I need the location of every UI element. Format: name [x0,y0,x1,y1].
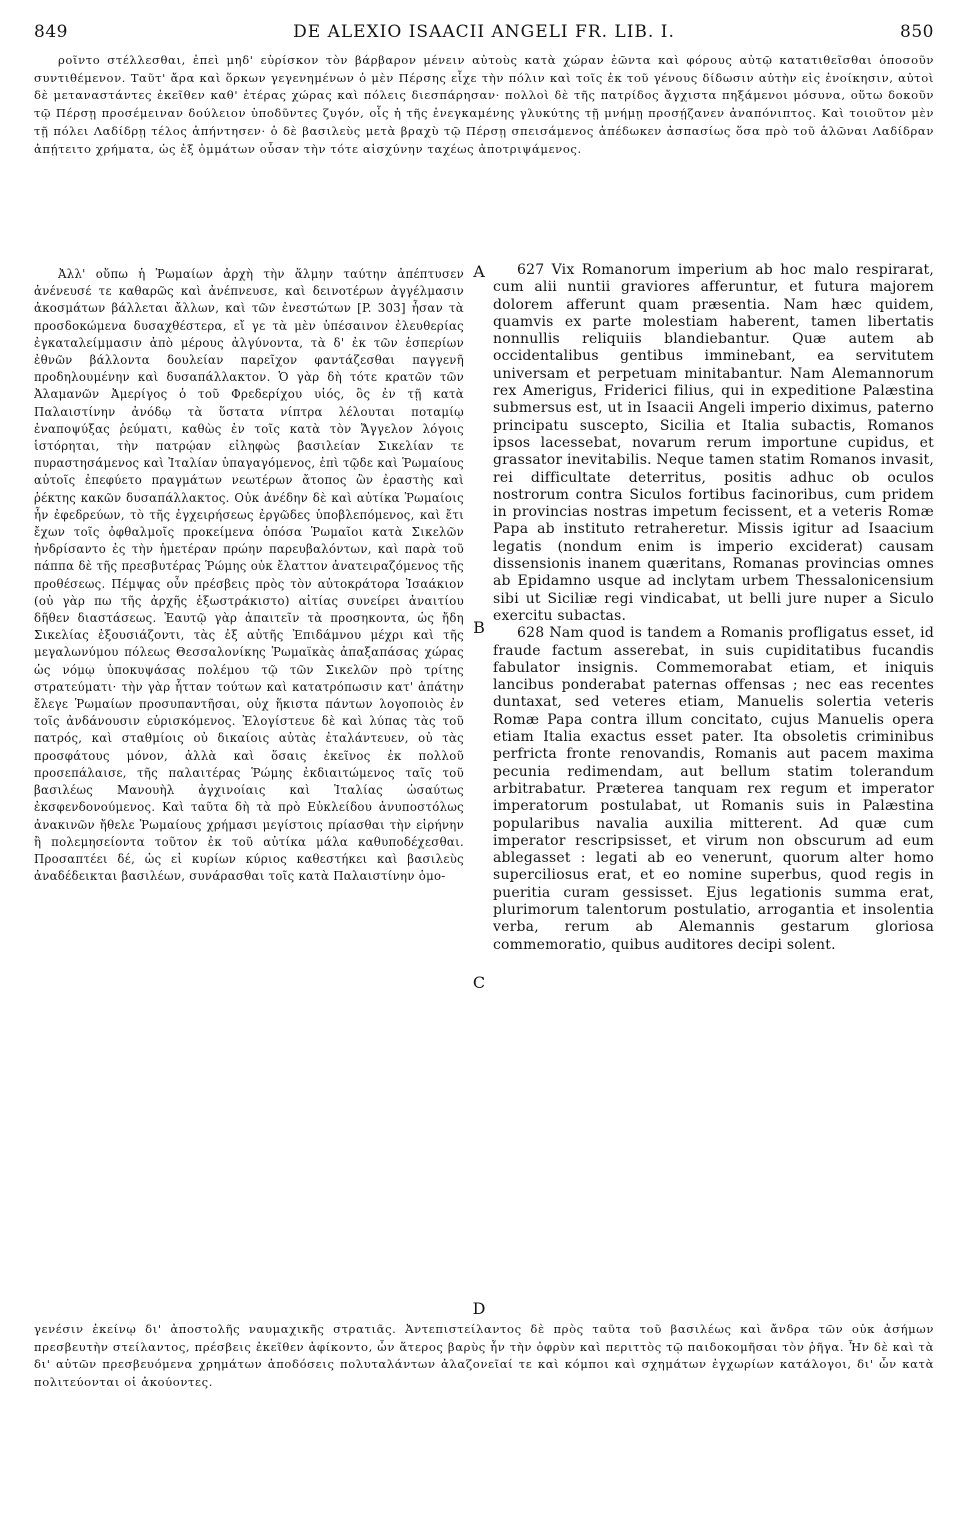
section-letter-c: C [472,973,486,992]
greek-column [34,266,464,885]
section-letter-b: B [473,618,485,637]
greek-text-top [34,52,934,158]
page-number-left: 849 [34,22,68,42]
latin-column [493,262,934,954]
section-letter-d: D [472,1299,486,1318]
section-letter-a: A [473,262,485,281]
latin-paragraph-628: 628 Nam quod is tandem a Romanis profligatus esset, id fraude factum asserebat, in suis cupiditatibus fucandis fabulator insignis. Commemorabat etiam, et iniquis lancibus ponderabat paternas offensas ; nec eas recentes duntaxat, sed veteres etiam, Manuelis solertia veteris Romæ Papa contra illum concitato, cujus Manuelis opera etiam Italia exactus esset pater. Ita obsoletis criminibus perfricta fronte renovandis, Romanis aut pacem maxima pecunia redimendam, aut bellum statim tolerandum arbitrabatur. Præterea tanquam rex regum et imperator imperatorum postulabat, ut Romanis suis in Palæstina popularibus navalia auxilia mitterent. Ad quæ cum imperator rescripsisset, et virum non obscurum ad eum ablegasset : legati ab eo venerunt, quorum alter homo superciliosus erat, et eo nomine superbus, quod regis in pueritia curam gessisset. Ejus legationis summa erat, plurimorum talentorum postulatio, arrogantia et insolentia verba, rerum ab Alemannis gestarum gloriosa commemoratio, quibus auditores decipi solent. [493,625,934,953]
latin-paragraph-627: 627 Vix Romanorum imperium ab hoc malo respirarat, cum alii nuntii graviores afferuntur, et futura majorem dolorem afferunt quam præsentia. Nam hæc quidem, quamvis ex parte molestiam haberent, tamen libertatis nonnullis reliquiis blandiebantur. Quæ autem ab occidentalibus gentibus imminebant, ea servitutem universam et perpetuam minitabantur. Nam Alemannorum rex Amerigus, Friderici filius, qui in expeditione Palæstina submersus est, ut in Isaacii Angeli imperio diximus, paterno principatu suscepto, Sicilia et Italia subactis, Romanos ipsos lacessebat, novarum rerum importune cupidus, et grassator inevitabilis. Neque tamen statim Romanos invasit, rei difficultate deterritus, positis adhuc ob oculos nostrorum contra Siculos fortibus facinoribus, cum pridem in provincias nostras impetum fecissent, et a veteris Romæ Papa ab instituto retraheretur. Missis igitur ad Isaacium legatis (nondum enim is imperio exciderat) causam dissensionis inanem quæritans, Romanas provincias omnes ab Epidamno usque ad inclytam urbem Thessalonicensium sibi ut Siciliæ regi vindicabat, ut belli jure nuper a Siculo exercitu subactas. [493,262,934,624]
running-header [34,22,934,52]
greek-text-bottom [34,1321,934,1391]
greek-paragraph-top: ροῖντο στέλλεσθαι, ἐπεὶ μηδ' εὑρίσκον τὸν βάρβαρον μένειν αὐτοὺς κατὰ χώραν ἐῶντα καὶ φόρους αὐτῷ κατατιθεῖσθαι ὁποσοῦν συντιθέμενον. Ταῦτ' ἄρα καὶ ὅρκων γεγενημένων ὁ μὲν Πέρσης εἶχε τὴν πόλιν καὶ τοῖς ἐκ τοῦ γένους δίδωσιν αὐτὴν εἰς ἐνοίκησιν, αὐτοὶ δὲ μεταναστάντες ἐκεῖθεν καθ' ἑτέρας χώρας καὶ πόλεις διεσπάρησαν· πολλοὶ δὲ τῆς πατρίδος ἄγχιστα πηξάμενοι μόσυνα, οὕτω δοκοῦν τῷ Πέρσῃ προσέμειναν δούλειον ὑποδῦντες ζυγόν, οἷς ἡ τῆς ἐνεγκαμένης γλυκύτης τῇ μνήμῃ προσῄζανεν ἀναπόνιπτος. Καὶ τοιοῦτον μὲν τῇ πόλει Λαδίδρῃ τέλος ἀπήντησεν· ὁ δὲ βασιλεὺς μετὰ βραχὺ τῷ Πέρσῃ σπεισάμενος ἀπέδωκεν ἀσπασίως ὅσα πρὸ τοῦ ἁλῶναι Λαδίδραν ἀπῄτειτο χρήματα, ὡς ἐξ ὀμμάτων οὖσαν τὴν τότε αἰσχύνην ταχέως ἀποτριψάμενος. [34,53,934,156]
running-title: DE ALEXIO ISAACII ANGELI FR. LIB. I. [293,22,675,42]
page-number-right: 850 [900,22,934,42]
greek-paragraph-bottom: γενέσιν ἐκείνῳ δι' ἀποστολῆς ναυμαχικῆς στρατιᾶς. Ἀντεπιστείλαντος δὲ πρὸς ταῦτα τοῦ βασιλέως καὶ ἄνδρα τῶν οὐκ ἀσήμων πρεσβευτὴν στείλαντος, πρέσβεις ἐκεῖθεν ἀφίκοντο, ὧν ἅτερος βαρὺς ἦν τὴν ὀφρὺν καὶ περιττὸς τῷ παιδοκομῆσαι τὸν ῥῆγα. Ἦν δὲ καὶ τὰ δι' αὐτῶν πρεσβευόμενα χρημάτων ἀποδόσεις πολυταλάντων ἀλαζονεῖαί τε καὶ κόμποι καὶ σχημάτων ἐγχωρίων κατάλογοι, δι' ὧν κατὰ πολιτεύονται οἱ ἀκούοντες. [34,1322,934,1389]
greek-paragraph-left: Ἀλλ' οὔπω ἡ Ῥωμαίων ἀρχὴ τὴν ἅλμην ταύτην ἀπέπτυσεν ἀνένευσέ τε καθαρῶς καὶ ἀνέπνευσε, καὶ δεινοτέρων ἀγγέλμασιν ἀκοσμάτων βάλλεται ἄλλων, καὶ τῶν ἐνεστώτων [P. 303] ἦσαν τὰ προσδοκώμενα δυσαχθέστερα, εἴ γε τὰ μὲν ὑπέσαινον ἐλευθερίας ἐγκαταλείμμασιν ἀπὸ μέρους ἀλγύνοντα, τὰ δ' ἐκ τῶν ἑσπερίων ἐθνῶν βάλλοντα δουλείαν παρεῖχον φαντάζεσθαι παγγενῆ προδηλουμένην καὶ δυσαπάλλακτον. Ὁ γὰρ δὴ τότε κρατῶν τῶν Ἀλαμανῶν Ἀμερίγος ὁ τοῦ Φρεδερίχου υἱός, ὃς ἐν τῇ κατὰ Παλαιστίνην ἀνόδῳ τὰ ὕστατα νίπτρα λέλουται ποταμίῳ ἐναποψύξας ῥεύματι, καθὼς ἐν τοῖς κατὰ τὸν Ἄγγελον λόγοις ἱστόρηται, τὴν πατρῴαν εἰληφὼς βασιλείαν Σικελίαν τε πυραστησάμενος καὶ Ἰταλίαν ὑπαγαγόμενος, ἐπὶ τῷδε καὶ Ῥωμαίους αὐτοῖς ἐπεφύετο πραγμάτων νεωτέρων ἄτοπος ὢν ἐραστὴς καὶ ῥέκτης κακῶν δυσαπάλλακτος. Οὐκ ἀνέδην δὲ καὶ αὐτίκα Ῥωμαίοις ἦν ἐφεδρεύων, τὸ τῆς ἐγχειρήσεως ἐργῶδες ὑποβλεπόμενος, καὶ ἔτι ἔχων τοῖς ὀφθαλμοῖς προκείμενα ὁπόσα Ῥωμαῖοι κατὰ Σικελῶν ἠνδρίσαντο ἐς τὴν ἡμετέραν πρώην παρευβαλόντων, καὶ παρὰ τοῦ πάππα δὲ τῆς πρεσβυτέρας Ῥώμης οὐκ ἔλαττον ἀνατειραζόμενος τῆς προθέσεως. Πέμψας οὖν πρέσβεις πρὸς τὸν αὐτοκράτορα Ἰσαάκιον (οὐ γὰρ πω τῆς ἀρχῆς ἐξωστράκιστο) αἰτίας συνείρει ἀναιτίου δῆθεν διαστάσεως. Ἑαυτῷ γὰρ ἀπαιτεῖν τὰ προσηκοντα, ὡς ἤδη Σικελίας ἐξουσιάζοντι, τὰς ἐξ αὐτῆς Ἐπιδάμνου μέχρι καὶ τῆς μεγαλωνύμου πόλεως Θεσσαλονίκης Ῥωμαϊκὰς ἀπαξαπάσας χώρας ὡς νόμῳ ὑποκυψάσας πολέμου τῷ τῶν Σικελῶν πρὸ τρίτης στρατεύματι· τὴν γὰρ ἧτταν τούτων καὶ κατατρόπωσιν κατ' ἀπάτην ἔλεγε Ῥωμαίων προσυπαντῆσαι, οὐχ ἥκιστα πάντων λογοποιὸς ἐν τοῖς ἀνδάνουσιν εὑρισκόμενος. Ἐλογίστευε δὲ καὶ λύπας τὰς τοῦ πατρός, καὶ σταθμίοις οὐ δικαίοις αὐτὰς ἐταλάντευεν, οὐ τὰς προσφάτους μόνον, ἀλλὰ καὶ ὅσαις ἐκεῖνος ἐκ πολλοῦ προσεπάλαισε, τῆς παλαιτέρας Ῥώμης ἐκδιαιτώμενος ταῖς τοῦ βασιλέως Μανουὴλ ἀγχινοίαις καὶ Ἰταλίας ὡσαύτως ἐκσφενδονούμενος. Καὶ ταῦτα δὴ τὰ πρὸ Εὐκλείδου ἀνυποστόλως ἀνακινῶν ἤθελε Ῥωμαίους χρήμασι μεγίστοις πρίασθαι τὴν εἰρήνην ἢ πολεμησείοντα τοῦτον ἐκ τοῦ αὐτίκα μάλα καθυποδέχεσθαι. Προσαπτέει δέ, ὡς εἰ κυρίων κύριος καθεστήκει καὶ βασιλεὺς ἀναδέδεικται βασιλέων, συνάρασθαι τοῖς κατὰ Παλαιστίνην ὁμο- [34,267,464,884]
